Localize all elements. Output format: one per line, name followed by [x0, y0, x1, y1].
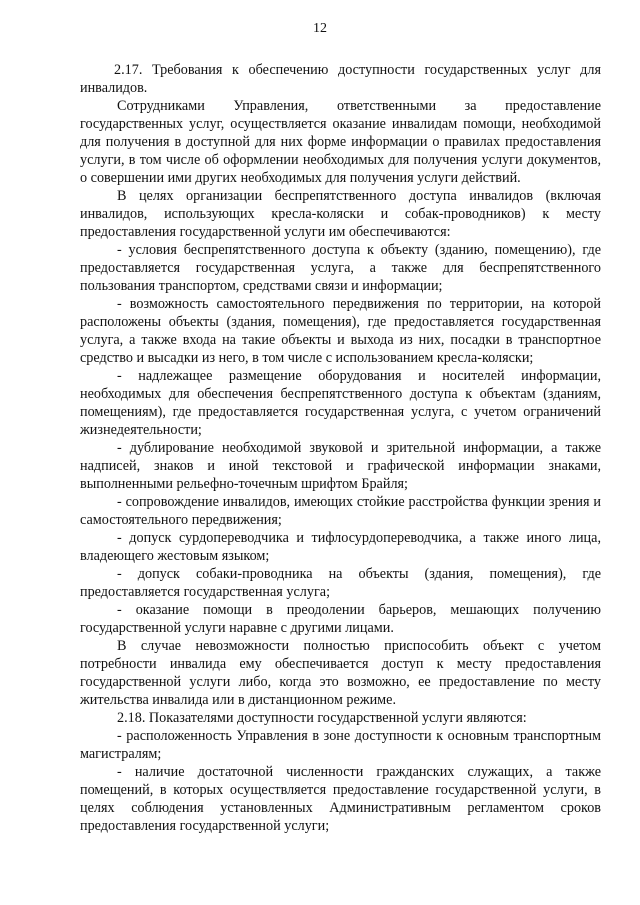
- section-heading-2-18: 2.18. Показателями доступности государственной услуги являются:: [117, 710, 527, 726]
- paragraph-staff-assistance: Сотрудниками Управления, ответственными за предоставление государственных услуг, осуществляется оказание инвалидам помощи, необходимой для получения в доступной для них форме информации о правилах предоставления услуги, в том числе об оформлении необходимых для получения услуги документов, о совершении ими других необходимых для получения услуги действий.: [80, 98, 601, 186]
- list-item-access-conditions: - условия беспрепятственного доступа к объекту (зданию, помещению), где предоставляется государственная услуга, а также для беспрепятственного пользования транспортом, средствами связи и информации;: [80, 242, 601, 294]
- page-number: 12: [313, 21, 327, 36]
- list-item-escort: - сопровождение инвалидов, имеющих стойкие расстройства функции зрения и самостоятельного передвижения;: [80, 494, 601, 528]
- paragraph-impossibility-case: В случае невозможности полностью приспособить объект с учетом потребности инвалида ему обеспечивается доступ к месту предоставления государственной услуги либо, когда это возможно, ее предоставление по месту жительства инвалида или в дистанционном режиме.: [80, 638, 601, 708]
- list-item-transport-proximity: - расположенность Управления в зоне доступности к основным транспортным магистралям;: [80, 728, 601, 762]
- list-item-information-duplication: - дублирование необходимой звуковой и зрительной информации, а также надписей, знаков и иной текстовой и графической информации знаками, выполненными рельефно-точечным шрифтом Брайля;: [80, 440, 601, 492]
- list-item-sign-interpreter: - допуск сурдопереводчика и тифлосурдопереводчика, а также иного лица, владеющего жестовым языком;: [80, 530, 601, 564]
- list-item-barrier-assistance: - оказание помощи в преодолении барьеров, мешающих получению государственной услуги наравне с другими лицами.: [80, 602, 601, 636]
- list-item-equipment-placement: - надлежащее размещение оборудования и носителей информации, необходимых для обеспечения беспрепятственного доступа к объектам (зданиям, помещениям), где предоставляется государственная услуга, с учетом ограничений жизнедеятельности;: [80, 368, 601, 438]
- document-body: [80, 61, 601, 835]
- paragraph-access-intro: В целях организации беспрепятственного доступа инвалидов (включая инвалидов, использующих кресла-коляски и собак-проводников) к месту предоставления государственной услуги им обеспечиваются:: [80, 188, 601, 240]
- list-item-independent-movement: - возможность самостоятельного передвижения по территории, на которой расположены объекты (здания, помещения), где предоставляется государственная услуга, а также входа на такие объекты и выхода из них, посадки в транспортное средство и высадки из него, в том числе с использованием кресла-коляски;: [80, 296, 601, 366]
- section-heading-2-17: 2.17. Требования к обеспечению доступности государственных услуг для инвалидов.: [80, 62, 601, 96]
- list-item-guide-dog: - допуск собаки-проводника на объекты (здания, помещения), где предоставляется государственная услуга;: [80, 566, 601, 600]
- list-item-staff-sufficiency: - наличие достаточной численности гражданских служащих, а также помещений, в которых осуществляется предоставление государственной услуги, в целях соблюдения установленных Административным регламентом сроков предоставления государственной услуги;: [80, 764, 601, 834]
